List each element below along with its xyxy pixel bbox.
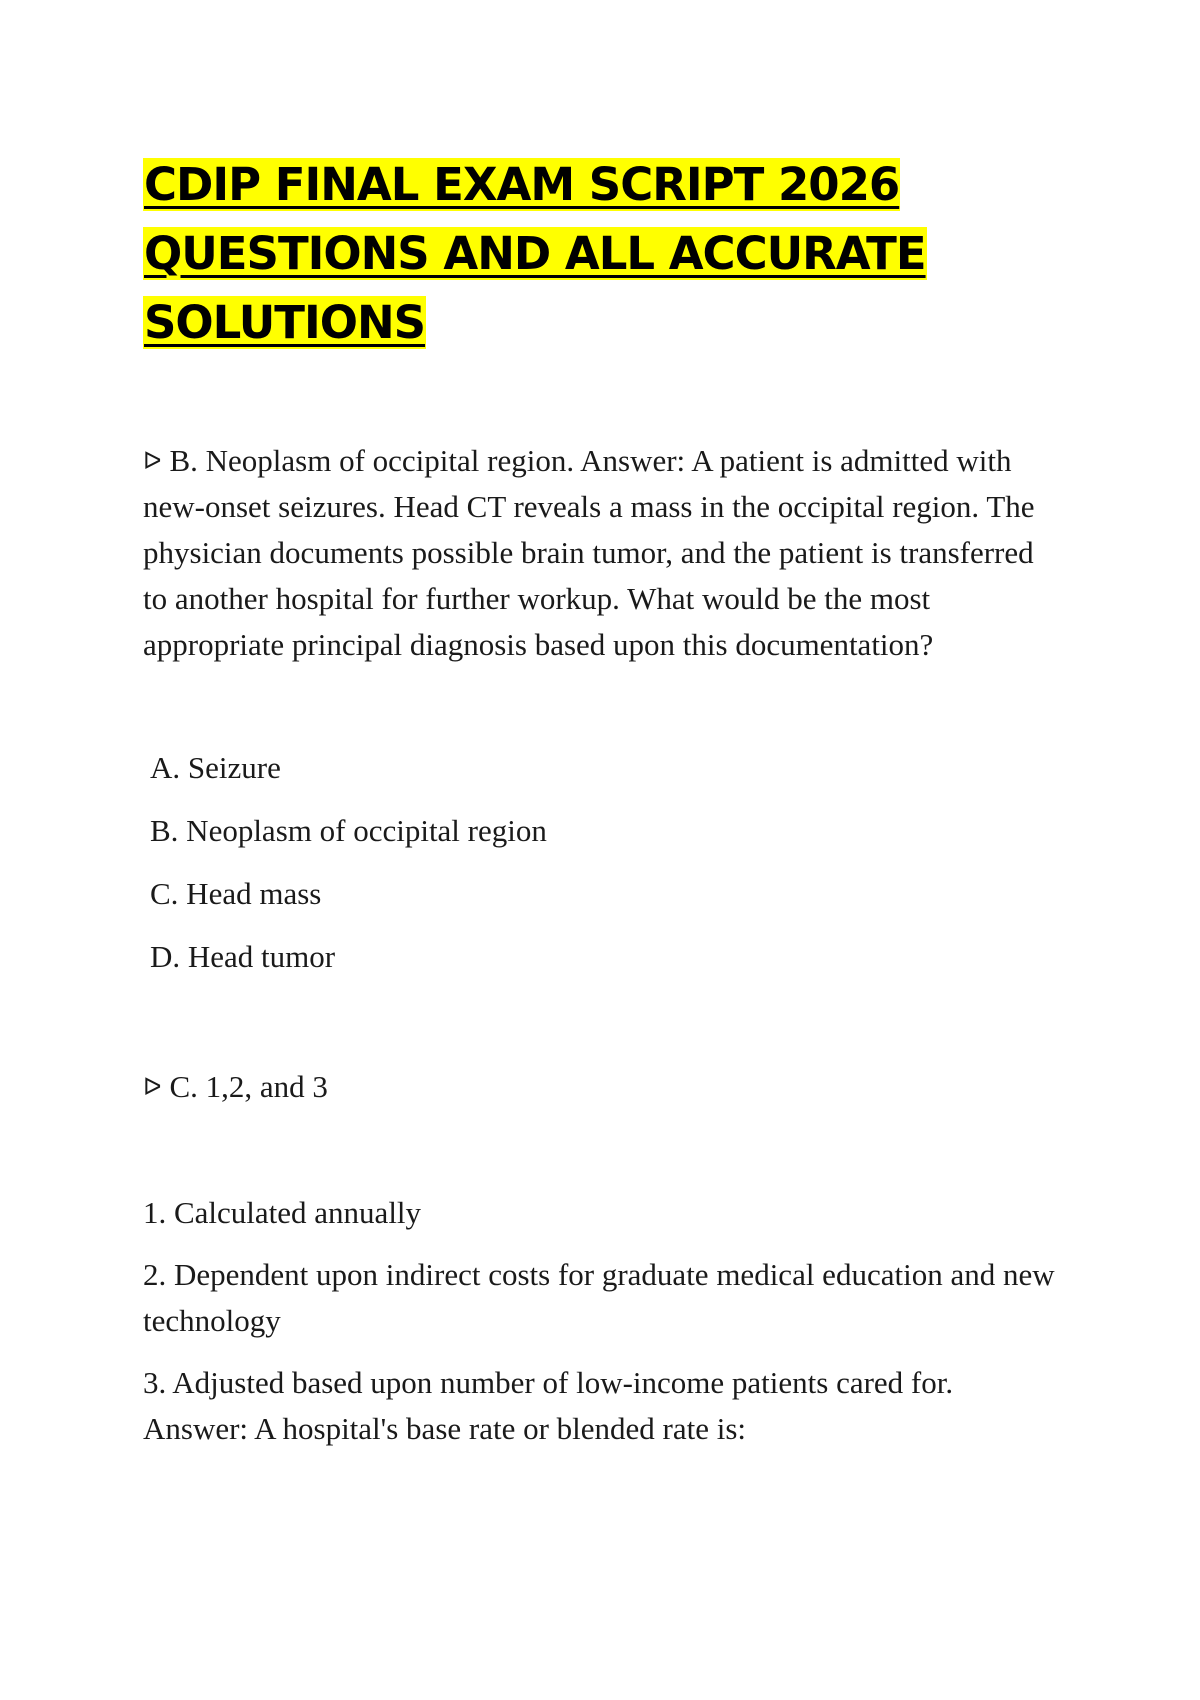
option-item: A. Seizure [150, 750, 281, 785]
numbered-item: 3. Adjusted based upon number of low-income patients cared for. Answer: A hospital's base rate or blended rate is: [143, 1365, 954, 1446]
question-1 [143, 438, 1063, 668]
question-2-text: C. 1,2, and 3 [169, 1069, 328, 1104]
document-title [143, 150, 1143, 357]
numbered-item: 2. Dependent upon indirect costs for graduate medical education and new technology [143, 1257, 1055, 1338]
option-item: C. Head mass [150, 876, 322, 911]
question-1-text: B. Neoplasm of occipital region. Answer: A patient is admitted with new-onset seizures. Head CT reveals a mass in the occipital region. The physician documents possible brain tumor, and the patient is transferred to another hospital for further workup. What would be the most appropriate principal diagnosis based upon this documentation? [143, 443, 1035, 662]
arrow-bullet-icon: ᐅ [143, 447, 162, 475]
question-2 [143, 1064, 1063, 1110]
question-1-options [150, 748, 547, 1000]
option-item: B. Neoplasm of occipital region [150, 813, 547, 848]
numbered-item: 1. Calculated annually [143, 1195, 422, 1230]
arrow-bullet-icon: ᐅ [143, 1073, 162, 1101]
question-2-items [143, 1190, 1063, 1468]
option-item: D. Head tumor [150, 939, 336, 974]
title-highlight: CDIP FINAL EXAM SCRIPT 2026 QUESTIONS AND ALL ACCURATE SOLUTIONS [144, 158, 926, 349]
